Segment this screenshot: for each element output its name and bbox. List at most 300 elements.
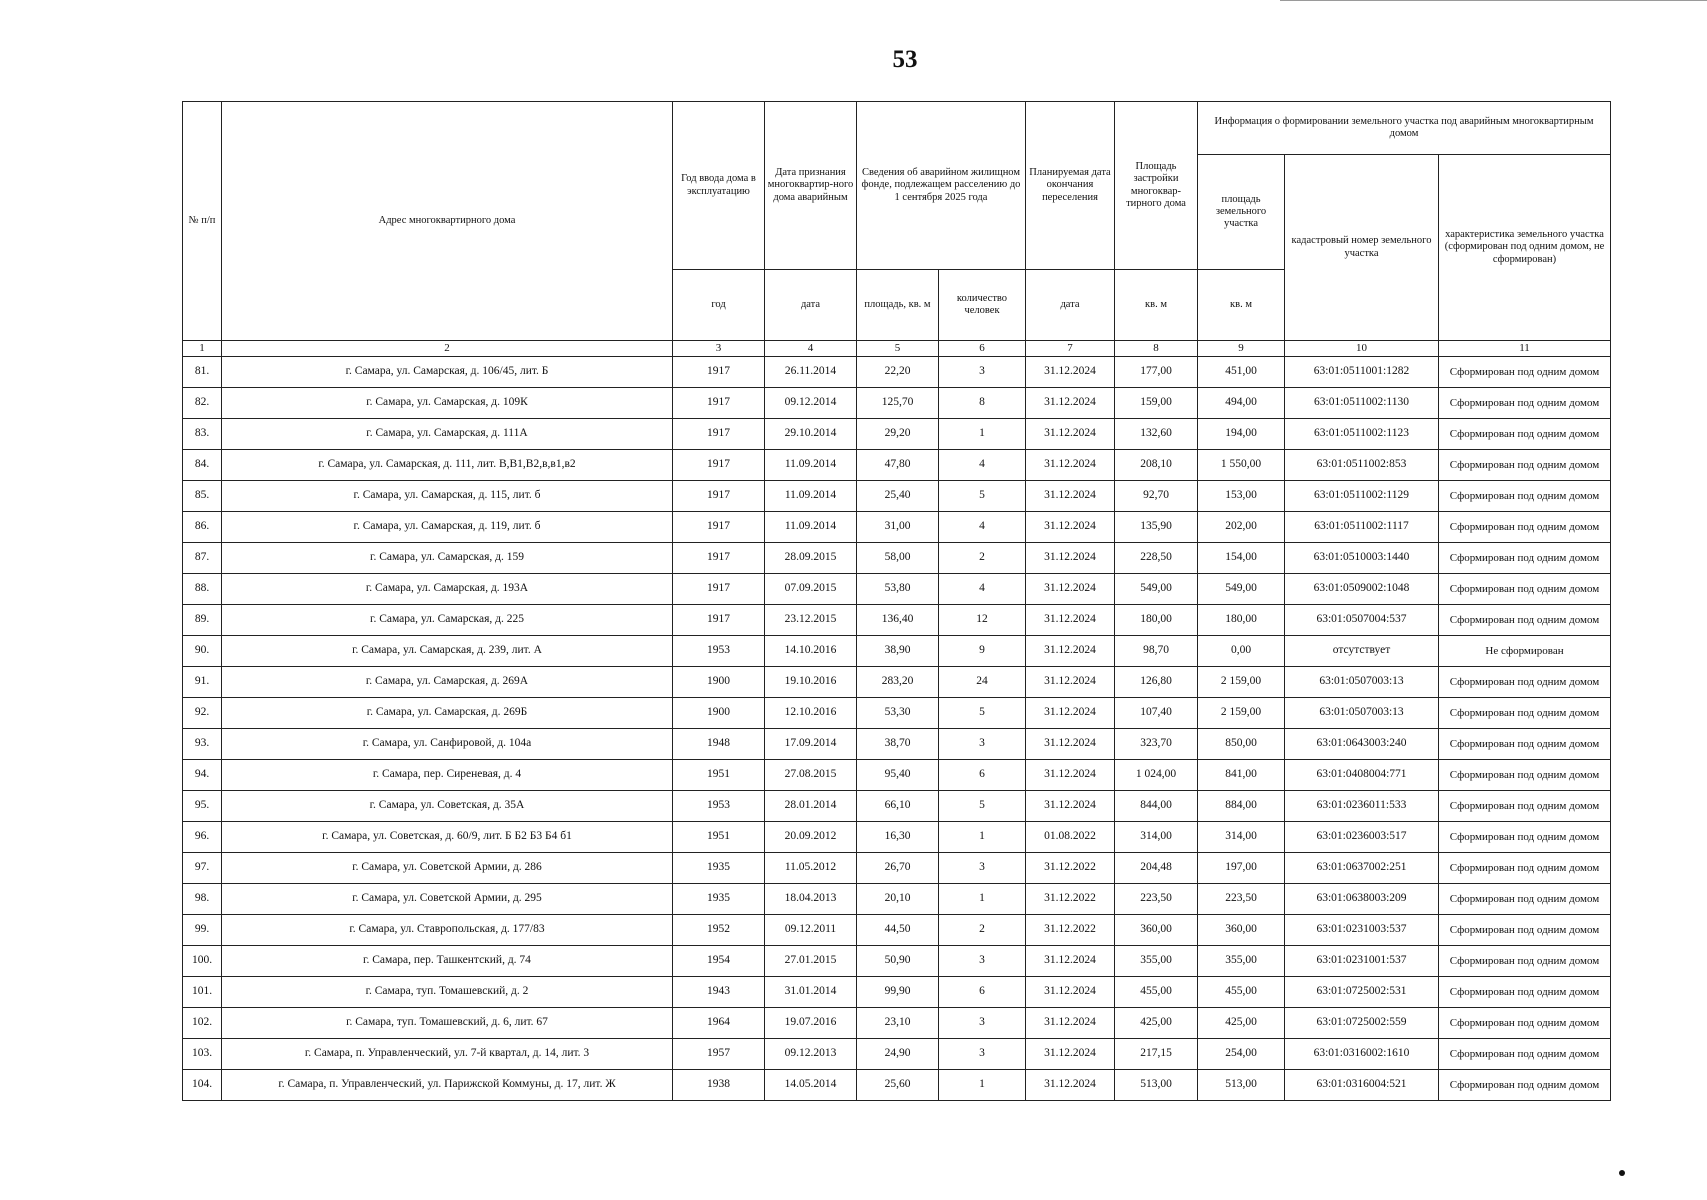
date-recognized: 20.09.2012 [765,822,857,853]
cadastral-number: 63:01:0509002:1048 [1285,574,1439,605]
address: г. Самара, пер. Сиреневая, д. 4 [222,760,673,791]
table-row [183,419,1611,450]
date-recognized: 09.12.2014 [765,388,857,419]
land-area: 2 159,00 [1198,667,1285,698]
address: г. Самара, ул. Санфировой, д. 104а [222,729,673,760]
land-area: 850,00 [1198,729,1285,760]
land-status: Сформирован под одним домом [1439,481,1611,512]
land-area: 425,00 [1198,1008,1285,1039]
row-number: 91. [183,667,222,698]
emergency-area: 53,80 [857,574,939,605]
land-status: Сформирован под одним домом [1439,543,1611,574]
land-area: 0,00 [1198,636,1285,667]
planned-date: 31.12.2024 [1026,977,1115,1008]
date-recognized: 09.12.2011 [765,915,857,946]
cadastral-number: 63:01:0511002:1117 [1285,512,1439,543]
built-area: 360,00 [1115,915,1198,946]
header-planned-date: Планируемая дата окончания переселения [1026,102,1115,270]
built-area: 513,00 [1115,1070,1198,1101]
emergency-area: 22,20 [857,357,939,388]
emergency-area: 25,40 [857,481,939,512]
address: г. Самара, ул. Самарская, д. 111, лит. В,В1,В2,в,в1,в2 [222,450,673,481]
table-row [183,1070,1611,1101]
land-area: 549,00 [1198,574,1285,605]
built-area: 107,40 [1115,698,1198,729]
date-recognized: 14.05.2014 [765,1070,857,1101]
table-row [183,605,1611,636]
row-number: 86. [183,512,222,543]
row-number: 100. [183,946,222,977]
row-number: 88. [183,574,222,605]
page-number: 53 [892,46,918,73]
planned-date: 31.12.2024 [1026,946,1115,977]
planned-date: 01.08.2022 [1026,822,1115,853]
year-built: 1951 [673,822,765,853]
row-number: 81. [183,357,222,388]
planned-date: 31.12.2024 [1026,512,1115,543]
table-row [183,1039,1611,1070]
cadastral-number: 63:01:0231003:537 [1285,915,1439,946]
table-row [183,760,1611,791]
year-built: 1951 [673,760,765,791]
date-recognized: 12.10.2016 [765,698,857,729]
scan-dot [1619,1170,1625,1176]
table-row [183,636,1611,667]
table-row [183,481,1611,512]
row-number: 85. [183,481,222,512]
land-area: 153,00 [1198,481,1285,512]
table-row [183,884,1611,915]
header-land-char: характеристика земельного участка (сформирован под одним домом, не сформирован) [1439,155,1611,341]
cadastral-number: 63:01:0408004:771 [1285,760,1439,791]
residents-count: 6 [939,977,1026,1008]
land-status: Сформирован под одним домом [1439,760,1611,791]
year-built: 1900 [673,667,765,698]
column-number-row [183,341,1611,357]
planned-date: 31.12.2024 [1026,729,1115,760]
planned-date: 31.12.2024 [1026,636,1115,667]
land-area: 455,00 [1198,977,1285,1008]
built-area: 355,00 [1115,946,1198,977]
date-recognized: 11.05.2012 [765,853,857,884]
table-row [183,512,1611,543]
cadastral-number: 63:01:0511002:1123 [1285,419,1439,450]
address: г. Самара, ул. Самарская, д. 109К [222,388,673,419]
land-status: Сформирован под одним домом [1439,698,1611,729]
year-built: 1957 [673,1039,765,1070]
land-area: 223,50 [1198,884,1285,915]
unit-planned: дата [1026,270,1115,341]
land-status: Сформирован под одним домом [1439,915,1611,946]
residents-count: 5 [939,791,1026,822]
emergency-area: 16,30 [857,822,939,853]
unit-built: кв. м [1115,270,1198,341]
cadastral-number: 63:01:0236011:533 [1285,791,1439,822]
residents-count: 5 [939,481,1026,512]
year-built: 1917 [673,357,765,388]
cadastral-number: 63:01:0510003:1440 [1285,543,1439,574]
built-area: 180,00 [1115,605,1198,636]
planned-date: 31.12.2024 [1026,791,1115,822]
emergency-housing-table [182,101,1611,1101]
planned-date: 31.12.2024 [1026,1070,1115,1101]
date-recognized: 17.09.2014 [765,729,857,760]
residents-count: 4 [939,512,1026,543]
residents-count: 3 [939,357,1026,388]
planned-date: 31.12.2024 [1026,698,1115,729]
table-row [183,822,1611,853]
cadastral-number: 63:01:0507004:537 [1285,605,1439,636]
residents-count: 2 [939,915,1026,946]
address: г. Самара, ул. Самарская, д. 159 [222,543,673,574]
residents-count: 4 [939,574,1026,605]
emergency-area: 24,90 [857,1039,939,1070]
column-number: 5 [857,341,939,357]
date-recognized: 11.09.2014 [765,450,857,481]
planned-date: 31.12.2024 [1026,388,1115,419]
residents-count: 1 [939,1070,1026,1101]
cadastral-number: 63:01:0507003:13 [1285,698,1439,729]
column-number: 11 [1439,341,1611,357]
planned-date: 31.12.2024 [1026,574,1115,605]
column-number: 1 [183,341,222,357]
unit-land: кв. м [1198,270,1285,341]
land-area: 2 159,00 [1198,698,1285,729]
address: г. Самара, ул. Самарская, д. 269А [222,667,673,698]
row-number: 93. [183,729,222,760]
cadastral-number: 63:01:0637002:251 [1285,853,1439,884]
residents-count: 1 [939,884,1026,915]
residents-count: 1 [939,822,1026,853]
land-status: Сформирован под одним домом [1439,512,1611,543]
address: г. Самара, ул. Ставропольская, д. 177/83 [222,915,673,946]
address: г. Самара, п. Управленческий, ул. 7-й квартал, д. 14, лит. 3 [222,1039,673,1070]
table-row [183,667,1611,698]
header-address: Адрес многоквартирного дома [222,102,673,341]
unit-area: площадь, кв. м [857,270,939,341]
emergency-area: 283,20 [857,667,939,698]
date-recognized: 18.04.2013 [765,884,857,915]
year-built: 1952 [673,915,765,946]
column-number: 8 [1115,341,1198,357]
column-number: 7 [1026,341,1115,357]
cadastral-number: 63:01:0511002:1130 [1285,388,1439,419]
row-number: 90. [183,636,222,667]
built-area: 314,00 [1115,822,1198,853]
year-built: 1917 [673,419,765,450]
cadastral-number: 63:01:0725002:531 [1285,977,1439,1008]
cadastral-number: 63:01:0638003:209 [1285,884,1439,915]
year-built: 1954 [673,946,765,977]
header-year: Год ввода дома в эксплуатацию [673,102,765,270]
row-number: 82. [183,388,222,419]
header-num: № п/п [183,102,222,341]
emergency-area: 99,90 [857,977,939,1008]
cadastral-number: 63:01:0236003:517 [1285,822,1439,853]
cadastral-number: 63:01:0316002:1610 [1285,1039,1439,1070]
row-number: 96. [183,822,222,853]
land-status: Не сформирован [1439,636,1611,667]
year-built: 1900 [673,698,765,729]
land-area: 314,00 [1198,822,1285,853]
year-built: 1917 [673,543,765,574]
cadastral-number: 63:01:0507003:13 [1285,667,1439,698]
column-number: 4 [765,341,857,357]
land-area: 202,00 [1198,512,1285,543]
table-body [183,357,1611,1101]
land-area: 884,00 [1198,791,1285,822]
row-number: 101. [183,977,222,1008]
table-row [183,946,1611,977]
emergency-area: 50,90 [857,946,939,977]
planned-date: 31.12.2024 [1026,760,1115,791]
header-land-area: площадь земельного участка [1198,155,1285,270]
row-number: 89. [183,605,222,636]
built-area: 844,00 [1115,791,1198,822]
land-status: Сформирован под одним домом [1439,791,1611,822]
unit-date: дата [765,270,857,341]
date-recognized: 11.09.2014 [765,481,857,512]
date-recognized: 28.09.2015 [765,543,857,574]
row-number: 104. [183,1070,222,1101]
address: г. Самара, ул. Самарская, д. 225 [222,605,673,636]
emergency-area: 136,40 [857,605,939,636]
table-row [183,574,1611,605]
built-area: 425,00 [1115,1008,1198,1039]
land-status: Сформирован под одним домом [1439,667,1611,698]
unit-year: год [673,270,765,341]
residents-count: 9 [939,636,1026,667]
date-recognized: 26.11.2014 [765,357,857,388]
planned-date: 31.12.2024 [1026,481,1115,512]
residents-count: 3 [939,1039,1026,1070]
year-built: 1935 [673,884,765,915]
emergency-area: 44,50 [857,915,939,946]
date-recognized: 19.07.2016 [765,1008,857,1039]
planned-date: 31.12.2024 [1026,450,1115,481]
built-area: 455,00 [1115,977,1198,1008]
year-built: 1964 [673,1008,765,1039]
year-built: 1953 [673,791,765,822]
cadastral-number: 63:01:0511002:1129 [1285,481,1439,512]
row-number: 95. [183,791,222,822]
land-status: Сформирован под одним домом [1439,605,1611,636]
land-area: 513,00 [1198,1070,1285,1101]
planned-date: 31.12.2024 [1026,1008,1115,1039]
row-number: 92. [183,698,222,729]
date-recognized: 28.01.2014 [765,791,857,822]
land-area: 194,00 [1198,419,1285,450]
address: г. Самара, ул. Самарская, д. 115, лит. б [222,481,673,512]
emergency-area: 29,20 [857,419,939,450]
built-area: 323,70 [1115,729,1198,760]
emergency-area: 125,70 [857,388,939,419]
row-number: 103. [183,1039,222,1070]
land-area: 180,00 [1198,605,1285,636]
table-row [183,543,1611,574]
cadastral-number: 63:01:0511001:1282 [1285,357,1439,388]
residents-count: 3 [939,1008,1026,1039]
land-area: 360,00 [1198,915,1285,946]
residents-count: 3 [939,729,1026,760]
planned-date: 31.12.2022 [1026,884,1115,915]
built-area: 208,10 [1115,450,1198,481]
address: г. Самара, п. Управленческий, ул. Парижской Коммуны, д. 17, лит. Ж [222,1070,673,1101]
emergency-area: 58,00 [857,543,939,574]
land-status: Сформирован под одним домом [1439,388,1611,419]
emergency-area: 26,70 [857,853,939,884]
built-area: 98,70 [1115,636,1198,667]
column-number: 6 [939,341,1026,357]
table-row [183,977,1611,1008]
table-row [183,388,1611,419]
emergency-area: 95,40 [857,760,939,791]
year-built: 1935 [673,853,765,884]
planned-date: 31.12.2024 [1026,1039,1115,1070]
year-built: 1948 [673,729,765,760]
address: г. Самара, ул. Самарская, д. 239, лит. А [222,636,673,667]
planned-date: 31.12.2024 [1026,357,1115,388]
land-status: Сформирован под одним домом [1439,1039,1611,1070]
emergency-area: 66,10 [857,791,939,822]
header-built-area: Площадь застройки многоквар-тирного дома [1115,102,1198,270]
land-area: 197,00 [1198,853,1285,884]
row-number: 87. [183,543,222,574]
table-row [183,1008,1611,1039]
built-area: 223,50 [1115,884,1198,915]
built-area: 159,00 [1115,388,1198,419]
land-area: 451,00 [1198,357,1285,388]
table-row [183,698,1611,729]
date-recognized: 23.12.2015 [765,605,857,636]
planned-date: 31.12.2024 [1026,667,1115,698]
year-built: 1917 [673,574,765,605]
table-row [183,791,1611,822]
cadastral-number: 63:01:0231001:537 [1285,946,1439,977]
column-number: 2 [222,341,673,357]
land-status: Сформирован под одним домом [1439,1008,1611,1039]
table-row [183,450,1611,481]
land-status: Сформирован под одним домом [1439,450,1611,481]
planned-date: 31.12.2024 [1026,419,1115,450]
table-row [183,729,1611,760]
address: г. Самара, туп. Томашевский, д. 6, лит. 67 [222,1008,673,1039]
emergency-area: 47,80 [857,450,939,481]
planned-date: 31.12.2022 [1026,853,1115,884]
residents-count: 6 [939,760,1026,791]
date-recognized: 09.12.2013 [765,1039,857,1070]
address: г. Самара, ул. Самарская, д. 111А [222,419,673,450]
land-area: 355,00 [1198,946,1285,977]
header-cadastral: кадастровый номер земельного участка [1285,155,1439,341]
table-row [183,915,1611,946]
built-area: 549,00 [1115,574,1198,605]
land-status: Сформирован под одним домом [1439,1070,1611,1101]
planned-date: 31.12.2024 [1026,543,1115,574]
address: г. Самара, ул. Самарская, д. 106/45, лит. Б [222,357,673,388]
date-recognized: 27.01.2015 [765,946,857,977]
unit-people: количество человек [939,270,1026,341]
year-built: 1917 [673,512,765,543]
land-status: Сформирован под одним домом [1439,729,1611,760]
land-status: Сформирован под одним домом [1439,419,1611,450]
table-row [183,853,1611,884]
residents-count: 1 [939,419,1026,450]
residents-count: 24 [939,667,1026,698]
column-number: 9 [1198,341,1285,357]
row-number: 97. [183,853,222,884]
row-number: 102. [183,1008,222,1039]
scan-edge-line [1280,0,1707,1]
address: г. Самара, ул. Советской Армии, д. 295 [222,884,673,915]
planned-date: 31.12.2024 [1026,605,1115,636]
emergency-area: 23,10 [857,1008,939,1039]
built-area: 132,60 [1115,419,1198,450]
date-recognized: 19.10.2016 [765,667,857,698]
cadastral-number: 63:01:0316004:521 [1285,1070,1439,1101]
year-built: 1917 [673,605,765,636]
cadastral-number: 63:01:0643003:240 [1285,729,1439,760]
column-number: 10 [1285,341,1439,357]
built-area: 217,15 [1115,1039,1198,1070]
land-area: 254,00 [1198,1039,1285,1070]
residents-count: 3 [939,946,1026,977]
year-built: 1917 [673,450,765,481]
address: г. Самара, пер. Ташкентский, д. 74 [222,946,673,977]
emergency-area: 38,70 [857,729,939,760]
emergency-area: 31,00 [857,512,939,543]
header-land-info: Информация о формировании земельного участка под аварийным многоквартирным домом [1198,102,1611,155]
emergency-area: 25,60 [857,1070,939,1101]
date-recognized: 11.09.2014 [765,512,857,543]
residents-count: 5 [939,698,1026,729]
built-area: 92,70 [1115,481,1198,512]
land-area: 841,00 [1198,760,1285,791]
land-status: Сформирован под одним домом [1439,977,1611,1008]
cadastral-number: отсутствует [1285,636,1439,667]
land-status: Сформирован под одним домом [1439,357,1611,388]
planned-date: 31.12.2022 [1026,915,1115,946]
address: г. Самара, ул. Самарская, д. 269Б [222,698,673,729]
date-recognized: 29.10.2014 [765,419,857,450]
row-number: 98. [183,884,222,915]
residents-count: 4 [939,450,1026,481]
year-built: 1953 [673,636,765,667]
column-number: 3 [673,341,765,357]
address: г. Самара, ул. Советская, д. 35А [222,791,673,822]
address: г. Самара, ул. Советской Армии, д. 286 [222,853,673,884]
land-area: 1 550,00 [1198,450,1285,481]
residents-count: 8 [939,388,1026,419]
built-area: 126,80 [1115,667,1198,698]
year-built: 1917 [673,481,765,512]
emergency-area: 20,10 [857,884,939,915]
address: г. Самара, ул. Советская, д. 60/9, лит. Б Б2 Б3 Б4 б1 [222,822,673,853]
land-status: Сформирован под одним домом [1439,574,1611,605]
header-date-recognized: Дата признания многоквартир-ного дома аварийным [765,102,857,270]
land-area: 154,00 [1198,543,1285,574]
header-emergency-fund: Сведения об аварийном жилищном фонде, подлежащем расселению до 1 сентября 2025 года [857,102,1026,270]
address: г. Самара, ул. Самарская, д. 193А [222,574,673,605]
land-status: Сформирован под одним домом [1439,822,1611,853]
row-number: 83. [183,419,222,450]
land-status: Сформирован под одним домом [1439,946,1611,977]
address: г. Самара, туп. Томашевский, д. 2 [222,977,673,1008]
emergency-area: 53,30 [857,698,939,729]
date-recognized: 31.01.2014 [765,977,857,1008]
row-number: 84. [183,450,222,481]
date-recognized: 07.09.2015 [765,574,857,605]
